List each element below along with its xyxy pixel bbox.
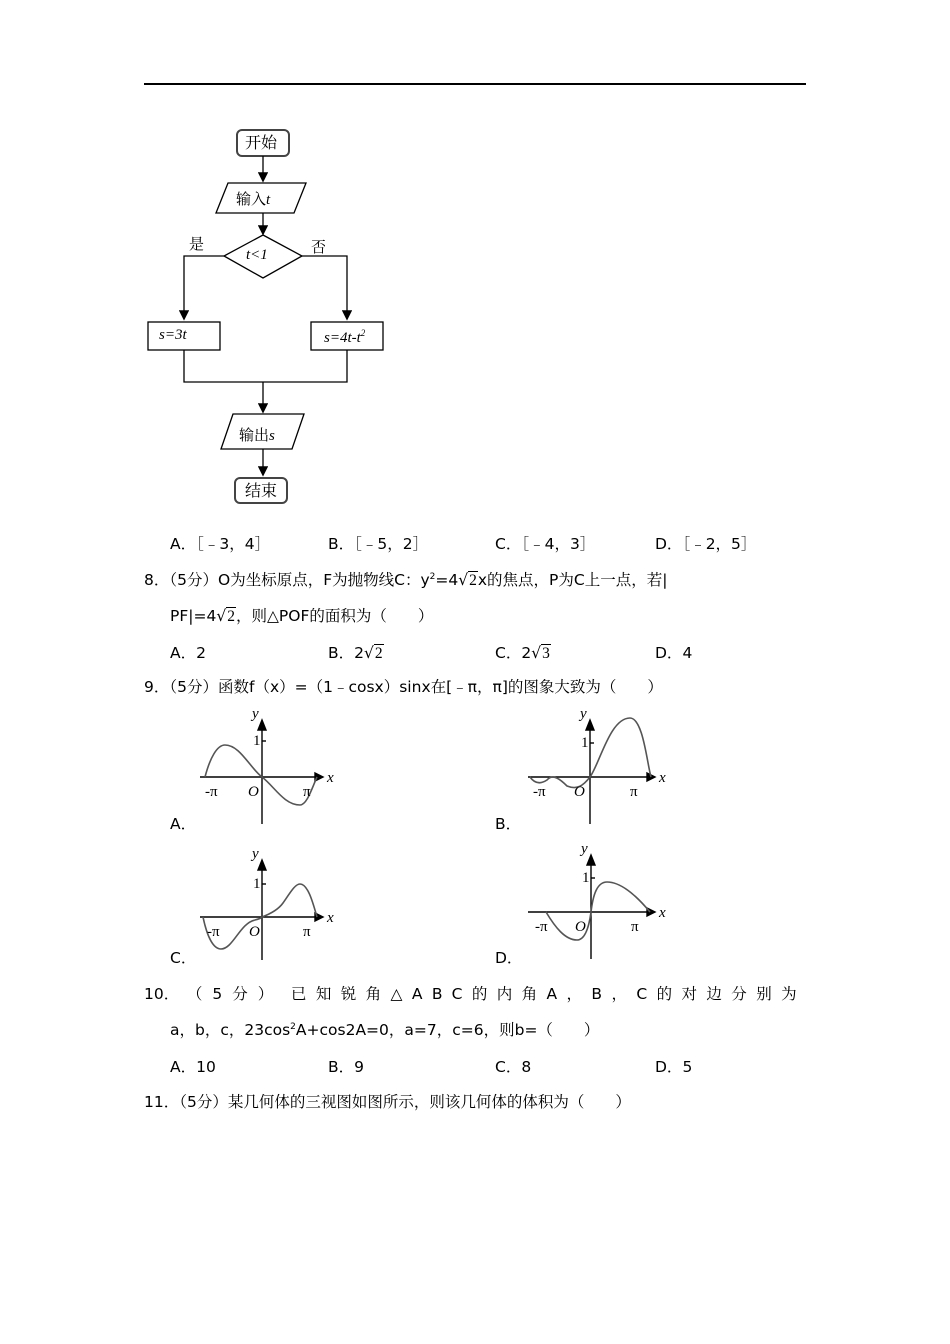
svg-text:-π: -π (533, 784, 546, 800)
flow-right-box-sup: 2 (360, 328, 366, 338)
svg-text:O: O (248, 784, 259, 800)
curve-a (205, 745, 317, 805)
q8-text: O为坐标原点，F为抛物线C：y (218, 571, 430, 589)
radicand: 2 (374, 645, 383, 662)
q9-score: （5分） (169, 678, 218, 696)
q8-option-a[interactable] (170, 643, 206, 663)
q8-line2-text-2: ，则△POF的面积为（ ） (235, 607, 434, 625)
flow-yes-label: 是 (189, 235, 205, 253)
q8-line2-text: PF|=4 (170, 607, 217, 625)
svg-text:π: π (630, 784, 638, 800)
q9-option-d-label[interactable]: D． (495, 949, 523, 967)
q11-score: （5分） (179, 1093, 228, 1111)
q8-option-d[interactable] (655, 643, 692, 663)
option-label: D． (655, 644, 683, 662)
radicand: 2 (227, 608, 235, 625)
option-text: 2 (521, 644, 532, 662)
q9-option-c-label[interactable]: C． (170, 949, 197, 967)
option-label: B． (328, 1058, 355, 1076)
q10-option-a[interactable] (170, 1057, 216, 1077)
svg-text:1: 1 (253, 876, 261, 892)
q8-sup: 2 (429, 572, 436, 582)
q8-line1 (144, 570, 667, 591)
flow-output-var: s (269, 428, 275, 444)
q8-text-2: =4 (435, 571, 459, 589)
q10-line2-text-2: A+cos2A=0，a=7，c=6，则b=（ ） (295, 1021, 600, 1039)
option-text: 9 (354, 1058, 365, 1076)
svg-text:x: x (659, 905, 666, 921)
flow-start-label: 开始 (245, 133, 278, 152)
option-label: D． (655, 1058, 683, 1076)
q11-number: 11． (144, 1093, 180, 1111)
flow-output-text: 输出 (239, 426, 270, 444)
svg-text:y: y (581, 845, 588, 857)
flow-input-label (236, 189, 270, 210)
flowchart (140, 120, 400, 510)
option-label: C． (495, 535, 522, 553)
flow-input-var: t (266, 192, 271, 208)
svg-text:y: y (252, 848, 259, 862)
svg-text:-π: -π (205, 784, 218, 800)
option-label: D． (655, 535, 683, 553)
q10-line2-text: a，b，c，23cos (170, 1021, 291, 1039)
option-text: 4 (682, 644, 693, 662)
flow-right-box-text: s=4t-t (324, 330, 361, 346)
q10-number: 10． (144, 985, 180, 1003)
option-text: 2 (196, 644, 206, 662)
option-label: B． (328, 644, 355, 662)
q8-number: 8． (144, 571, 170, 589)
q9-option-b-label[interactable]: B． (495, 815, 522, 833)
radicand: 3 (542, 645, 550, 662)
svg-text:1: 1 (581, 735, 589, 751)
option-text: 5 (682, 1058, 693, 1076)
q10-score: （5分） (186, 985, 284, 1003)
svg-text:-π: -π (207, 924, 220, 940)
q7-option-c[interactable] (495, 534, 595, 554)
option-text: 8 (521, 1058, 532, 1076)
q7-option-d[interactable] (655, 534, 756, 554)
option-label: A． (170, 535, 197, 553)
option-label: C． (495, 1058, 522, 1076)
q9-graph-d (525, 845, 685, 965)
q10-sup: 2 (290, 1022, 296, 1032)
q9-text: 函数f（x）=（1﹣cosx）sinx在[﹣π，π]的图象大致为（ ） (218, 678, 663, 696)
option-label: A． (170, 644, 197, 662)
flow-right-box-label (324, 328, 365, 348)
q10-option-d[interactable] (655, 1057, 692, 1077)
option-text: ［﹣5，2］ (354, 535, 429, 553)
sqrt-symbol: √3 (531, 644, 550, 662)
q9-line1 (144, 677, 663, 697)
svg-text:x: x (327, 910, 334, 926)
svg-text:x: x (659, 770, 666, 786)
flow-left-box-label: s=3t (159, 327, 187, 343)
svg-text:O: O (249, 924, 260, 940)
q7-option-a[interactable] (170, 534, 270, 554)
q8-score: （5分） (169, 571, 218, 589)
option-text: ［﹣2，5］ (682, 535, 757, 553)
svg-text:O: O (575, 919, 586, 935)
svg-text:O: O (574, 784, 585, 800)
svg-text:y: y (580, 708, 587, 722)
q8-option-b[interactable] (328, 643, 384, 664)
svg-text:π: π (303, 924, 311, 940)
q9-option-a-label[interactable]: A． (170, 815, 197, 833)
q9-number: 9． (144, 678, 170, 696)
sqrt-symbol: √2 (458, 571, 477, 589)
q7-option-b[interactable] (328, 534, 428, 554)
option-text: 2 (354, 644, 365, 662)
q8-option-c[interactable] (495, 643, 551, 664)
q9-graph-a (195, 708, 355, 828)
option-text: ［﹣3，4］ (196, 535, 271, 553)
q11-text: 某几何体的三视图如图所示，则该几何体的体积为（ ） (227, 1093, 631, 1111)
flow-end-label: 结束 (245, 481, 278, 500)
header-rule (144, 83, 806, 85)
flow-no-label: 否 (311, 238, 327, 256)
q9-graph-b (525, 708, 685, 828)
q10-line2 (170, 1020, 599, 1040)
option-label: C． (495, 644, 522, 662)
sqrt-symbol: √2 (364, 644, 383, 662)
radicand: 2 (469, 572, 477, 589)
q10-option-c[interactable] (495, 1057, 531, 1077)
svg-text:π: π (303, 784, 311, 800)
q10-text: 已知锐角△ABC的内角A，B，C的对边分别为 (290, 985, 806, 1003)
option-label: B． (328, 535, 355, 553)
q10-option-b[interactable] (328, 1057, 364, 1077)
flow-input-text: 输入 (236, 190, 267, 208)
option-text: ［﹣4，3］ (521, 535, 596, 553)
svg-text:x: x (327, 770, 334, 786)
svg-text:1: 1 (253, 733, 261, 749)
q11-line1 (144, 1092, 631, 1112)
svg-text:π: π (631, 919, 639, 935)
svg-text:1: 1 (582, 870, 590, 886)
flow-condition-label: t<1 (246, 247, 268, 263)
svg-text:-π: -π (535, 919, 548, 935)
option-text: 10 (196, 1058, 216, 1076)
q8-text-3: x的焦点，P为C上一点，若| (477, 571, 668, 589)
q9-graph-c (195, 848, 355, 968)
axis-y-label: y (252, 708, 259, 722)
flow-output-label (239, 425, 275, 446)
sqrt-symbol: √2 (216, 607, 235, 625)
option-label: A． (170, 1058, 197, 1076)
q10-line1 (144, 984, 806, 1004)
q8-line2 (170, 606, 433, 627)
